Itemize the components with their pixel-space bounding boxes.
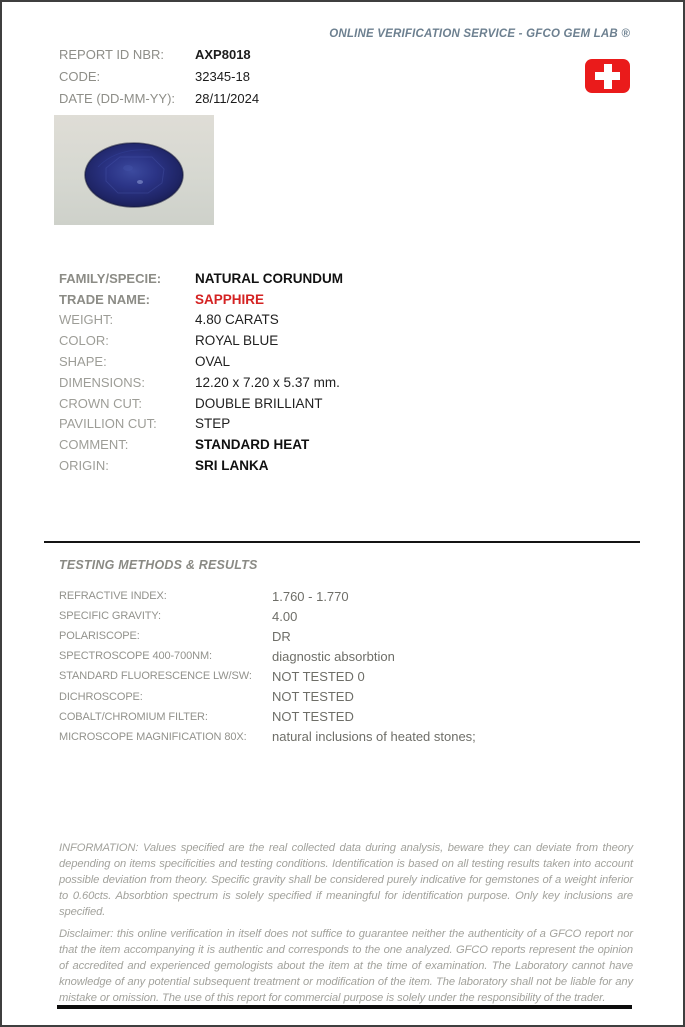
swiss-flag-icon xyxy=(585,59,630,93)
family-row xyxy=(59,268,343,289)
code-row xyxy=(59,65,259,87)
spectroscope-label: SPECTROSCOPE 400-700NM: xyxy=(59,650,212,663)
bottom-rule xyxy=(57,1005,632,1009)
information-paragraph: INFORMATION: Values specified are the real collected data during analysis, beware they can deviate from theory depending on items specificities and testing conditions. Identification is based on all testing results taken into account possible deviation from theory. Specific gravity shall be considered purely indicative for gemstones of a weight inferior to 0.60cts. Absorbtion spectrum is solely specified if meaningful for identification purpose. Only key inclusions are specified. xyxy=(59,842,633,918)
code-label: CODE: xyxy=(59,68,101,84)
disclaimer-paragraph: Disclaimer: this online verification in itself does not suffice to guarantee neither the authenticity of a GFCO report nor that the item accompanying it is authentic and corresponds to the one analyzed. GFCO reports represent the opinion of accredited and experienced gemologists about the item at the time of examination. The Laboratory cannot have knowledge of any potential subsequent treatment or modification of the item. The laboratory shall not be liable for any mistake or omission. The use of this report for commercial purpose is solely under the responsibility of the trader. xyxy=(59,928,633,1004)
fluorescence-value: NOT TESTED 0 xyxy=(272,668,365,684)
specific-gravity-row xyxy=(59,606,476,626)
fluorescence-label: STANDARD FLUORESCENCE LW/SW: xyxy=(59,670,252,683)
trade-name-label: TRADE NAME: xyxy=(59,291,150,307)
pavillion-cut-label: PAVILLION CUT: xyxy=(59,416,157,432)
sapphire-image xyxy=(54,115,214,225)
report-id-value: AXP8018 xyxy=(195,46,251,62)
cobalt-filter-row xyxy=(59,707,476,727)
report-id-label: REPORT ID NBR: xyxy=(59,46,164,62)
polariscope-row xyxy=(59,626,476,646)
weight-value: 4.80 CARATS xyxy=(195,312,279,328)
cobalt-filter-label: COBALT/CHROMIUM FILTER: xyxy=(59,710,208,723)
date-row xyxy=(59,87,259,109)
dimensions-row xyxy=(59,372,343,393)
weight-row xyxy=(59,310,343,331)
microscope-row xyxy=(59,727,476,747)
testing-section-title: TESTING METHODS & RESULTS xyxy=(59,558,258,572)
shape-row xyxy=(59,351,343,372)
comment-value: STANDARD HEAT xyxy=(195,437,310,453)
identification-fields xyxy=(59,268,343,476)
shape-value: OVAL xyxy=(195,354,231,370)
spectroscope-row xyxy=(59,646,476,666)
polariscope-value: DR xyxy=(272,628,291,644)
refractive-index-value: 1.760 - 1.770 xyxy=(272,588,349,604)
family-value: NATURAL CORUNDUM xyxy=(195,270,343,286)
code-value: 32345-18 xyxy=(195,68,250,84)
origin-row xyxy=(59,455,343,476)
microscope-value: natural inclusions of heated stones; xyxy=(272,729,476,745)
fluorescence-row xyxy=(59,666,476,686)
crown-cut-label: CROWN CUT: xyxy=(59,395,143,411)
swiss-cross-vertical-bar xyxy=(604,64,612,89)
crown-cut-row xyxy=(59,393,343,414)
polariscope-label: POLARISCOPE: xyxy=(59,630,140,643)
dichroscope-label: DICHROSCOPE: xyxy=(59,690,143,703)
family-label: FAMILY/SPECIE: xyxy=(59,270,162,286)
refractive-index-row xyxy=(59,586,476,606)
microscope-label: MICROSCOPE MAGNIFICATION 80X: xyxy=(59,730,247,743)
shape-label: SHAPE: xyxy=(59,354,107,370)
color-row xyxy=(59,330,343,351)
dichroscope-value: NOT TESTED xyxy=(272,689,354,705)
color-value: ROYAL BLUE xyxy=(195,333,279,349)
dichroscope-row xyxy=(59,686,476,706)
date-label: DATE (DD-MM-YY): xyxy=(59,90,176,106)
pavillion-cut-row xyxy=(59,414,343,435)
comment-row xyxy=(59,434,343,455)
origin-label: ORIGIN: xyxy=(59,458,109,474)
refractive-index-label: REFRACTIVE INDEX: xyxy=(59,590,167,603)
report-meta xyxy=(59,43,259,109)
report-id-row xyxy=(59,43,259,65)
specific-gravity-label: SPECIFIC GRAVITY: xyxy=(59,610,162,623)
page-title: ONLINE VERIFICATION SERVICE - GFCO GEM LAB ® xyxy=(329,28,630,40)
color-label: COLOR: xyxy=(59,333,109,349)
pavillion-cut-value: STEP xyxy=(195,416,231,432)
weight-label: WEIGHT: xyxy=(59,312,114,328)
comment-label: COMMENT: xyxy=(59,437,129,453)
dimensions-value: 12.20 x 7.20 x 5.37 mm. xyxy=(195,374,340,390)
spectroscope-value: diagnostic absorbtion xyxy=(272,648,395,664)
section-divider xyxy=(44,541,640,543)
gemstone-photo xyxy=(54,115,214,225)
origin-value: SRI LANKA xyxy=(195,458,269,474)
trade-name-row xyxy=(59,289,343,310)
specific-gravity-value: 4.00 xyxy=(272,608,298,624)
testing-results xyxy=(59,586,476,747)
dimensions-label: DIMENSIONS: xyxy=(59,374,145,390)
date-value: 28/11/2024 xyxy=(195,90,260,106)
crown-cut-value: DOUBLE BRILLIANT xyxy=(195,395,323,411)
cobalt-filter-value: NOT TESTED xyxy=(272,709,354,725)
trade-name-value: SAPPHIRE xyxy=(195,291,265,307)
